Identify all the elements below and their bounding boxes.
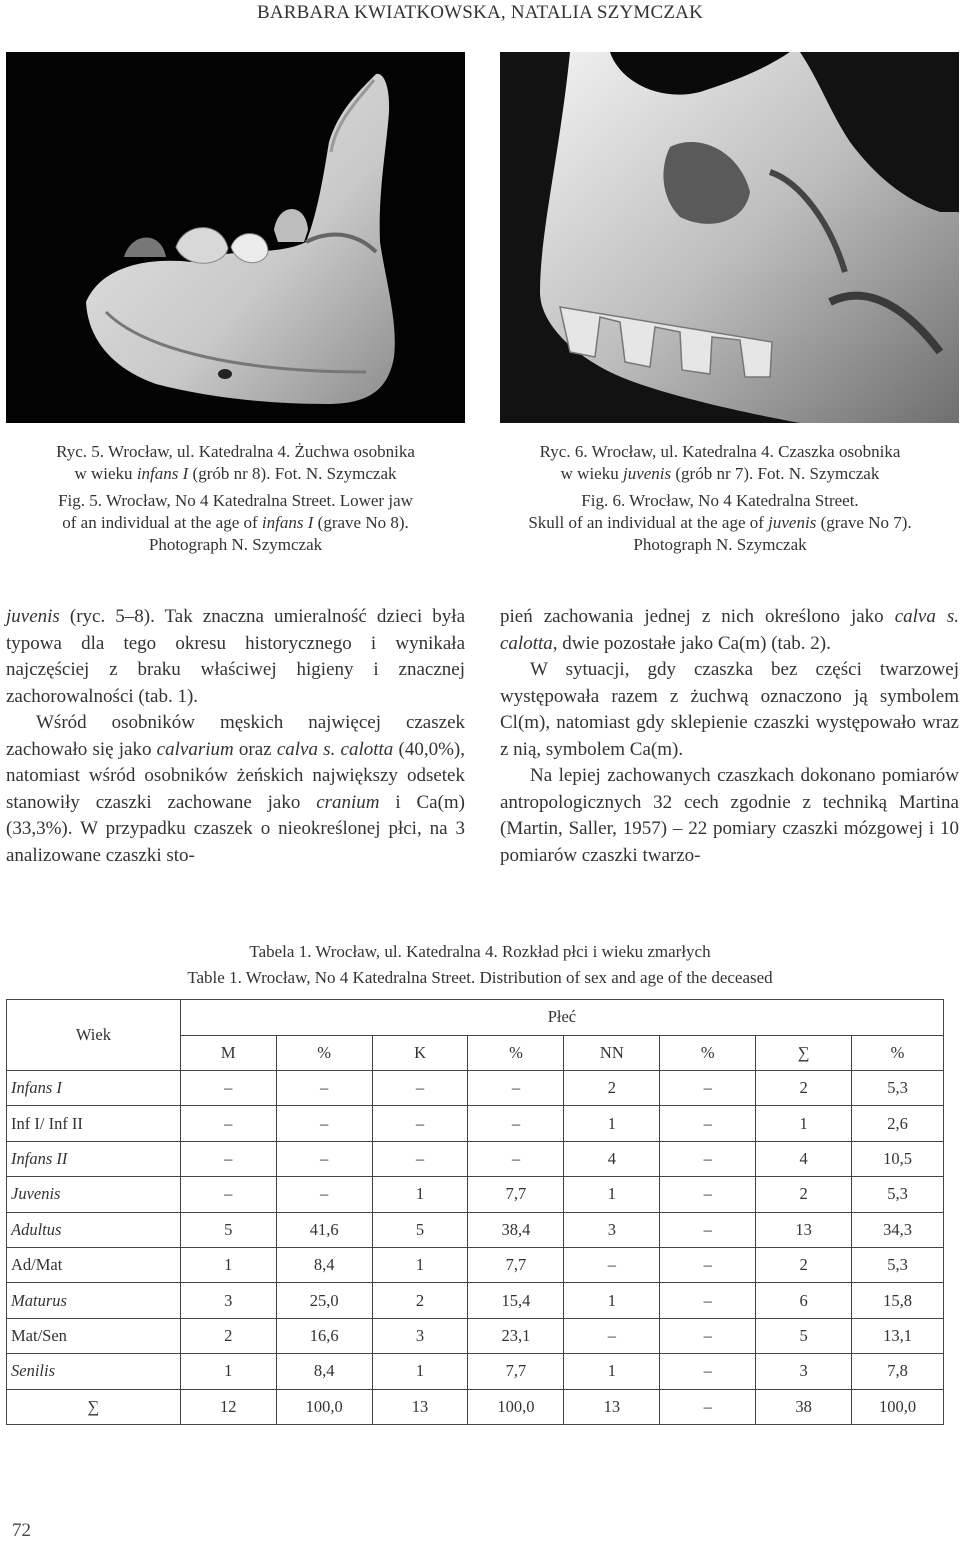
figure-mandible-caption: [6, 441, 465, 556]
caption-en-line3: Photograph N. Szymczak: [633, 535, 807, 554]
row-label: Adultus: [7, 1212, 181, 1247]
paragraph-2: Wśród osobników męskich najwięcej czaszek zachowało się jako calvarium oraz calva s. calotta (40,0%), natomiast wśród osobników żeńskich największy odsetek stanowiły czaszki zachowane jako cranium i Ca(m) (33,3%). W przypadku czaszek o nieokreślonej płci, na 3 analizowane czaszki sto-: [6, 712, 466, 866]
column-header: M: [180, 1035, 276, 1071]
table-row: [7, 1247, 944, 1282]
caption-pl-line1: Ryc. 6. Wrocław, ul. Katedralna 4. Czaszka osobnika: [539, 442, 901, 461]
table-cell: 1: [564, 1283, 660, 1318]
table-cell: 3: [756, 1354, 852, 1389]
row-label: Inf I/ Inf II: [7, 1106, 181, 1141]
table-cell: 1: [180, 1354, 276, 1389]
table-cell: 13,1: [852, 1318, 944, 1353]
table-row: [7, 1106, 944, 1141]
table-cell: –: [660, 1247, 756, 1282]
table-cell: 1: [756, 1106, 852, 1141]
paragraph-3: Na lepiej zachowanych czaszkach dokonano pomiarów antropologicznych 32 cech zgodnie z techniką Martina (Martin, Saller, 1957) – 22 pomiary czaszki mózgowej i 10 pomiarów czaszki twarzo-: [500, 765, 959, 866]
table-cell: 38,4: [468, 1212, 564, 1247]
row-label: Juvenis: [7, 1177, 181, 1212]
table-cell: 16,6: [276, 1318, 372, 1353]
table-cell: 1: [372, 1354, 468, 1389]
table-cell: –: [180, 1177, 276, 1212]
table-row: [7, 1354, 944, 1389]
table-caption-en: Table 1. Wrocław, No 4 Katedralna Street. Distribution of sex and age of the deceased: [187, 968, 773, 987]
column-header: %: [660, 1035, 756, 1071]
table-cell: 13: [756, 1212, 852, 1247]
table-cell: –: [468, 1106, 564, 1141]
table-row: [7, 1141, 944, 1176]
row-label: Ad/Mat: [7, 1247, 181, 1282]
caption-en-line2: of an individual at the age of infans I (grave No 8).: [62, 513, 409, 532]
table-cell: 3: [372, 1318, 468, 1353]
column-header: K: [372, 1035, 468, 1071]
table-cell: –: [660, 1318, 756, 1353]
caption-en-line1: Fig. 5. Wrocław, No 4 Katedralna Street. Lower jaw: [58, 491, 413, 510]
table-cell: –: [660, 1177, 756, 1212]
table-cell: 8,4: [276, 1247, 372, 1282]
table-cell: 4: [564, 1141, 660, 1176]
paragraph-2: W sytuacji, gdy czaszka bez części twarzowej występowała razem z żuchwą oznaczono ją symbolem Cl(m), natomiast gdy sklepienie czaszki występowało wraz z nią, symbolem Ca(m).: [500, 659, 959, 760]
table-row: [7, 1212, 944, 1247]
table-cell: –: [660, 1071, 756, 1106]
table-cell: –: [564, 1318, 660, 1353]
row-label: Senilis: [7, 1354, 181, 1389]
table-cell: 41,6: [276, 1212, 372, 1247]
table-cell: –: [372, 1106, 468, 1141]
table-cell: –: [276, 1177, 372, 1212]
table-row: [7, 1318, 944, 1353]
table-row: [7, 1283, 944, 1318]
column-header: NN: [564, 1035, 660, 1071]
table-row: [7, 1071, 944, 1106]
paragraph-1: pień zachowania jednej z nich określono jako calva s. calotta, dwie pozostałe jako Ca(m) (tab. 2).: [500, 606, 959, 654]
header-plec: Płeć: [180, 1000, 943, 1036]
table-cell: –: [564, 1247, 660, 1282]
table-cell: –: [180, 1141, 276, 1176]
skull-illustration: [500, 52, 959, 423]
row-label: Maturus: [7, 1283, 181, 1318]
table-cell: 2: [372, 1283, 468, 1318]
column-header: ∑: [756, 1035, 852, 1071]
table-cell: –: [660, 1212, 756, 1247]
mandible-illustration: [6, 52, 465, 423]
table-cell: 1: [564, 1177, 660, 1212]
table-cell: 8,4: [276, 1354, 372, 1389]
header-wiek: Wiek: [7, 1000, 181, 1071]
table-cell: –: [276, 1141, 372, 1176]
table-cell: 7,7: [468, 1354, 564, 1389]
table-cell: –: [660, 1283, 756, 1318]
table-cell: 13: [564, 1389, 660, 1424]
table-cell: 5,3: [852, 1247, 944, 1282]
table-caption-pl: Tabela 1. Wrocław, ul. Katedralna 4. Rozkład płci i wieku zmarłych: [249, 942, 711, 961]
column-header: %: [276, 1035, 372, 1071]
running-header: BARBARA KWIATKOWSKA, NATALIA SZYMCZAK: [256, 2, 704, 23]
table-cell: 1: [372, 1177, 468, 1212]
table-row: [7, 1177, 944, 1212]
table-cell: 1: [564, 1354, 660, 1389]
table-cell: 100,0: [852, 1389, 944, 1424]
table-cell: 5,3: [852, 1071, 944, 1106]
table-caption: [0, 939, 960, 991]
body-column-right: [500, 604, 959, 869]
table-cell: 25,0: [276, 1283, 372, 1318]
table-cell: –: [660, 1141, 756, 1176]
table-cell: 100,0: [468, 1389, 564, 1424]
row-label: Infans I: [7, 1071, 181, 1106]
table-cell: –: [180, 1071, 276, 1106]
row-label: ∑: [7, 1389, 181, 1424]
table-cell: –: [372, 1071, 468, 1106]
table-cell: –: [276, 1071, 372, 1106]
figure-skull-photo: [500, 52, 959, 423]
table-cell: 2,6: [852, 1106, 944, 1141]
table-cell: 3: [180, 1283, 276, 1318]
caption-pl-line2: w wieku infans I (grób nr 8). Fot. N. Szymczak: [74, 464, 397, 483]
table-cell: 13: [372, 1389, 468, 1424]
table-cell: 2: [180, 1318, 276, 1353]
table-cell: 7,7: [468, 1177, 564, 1212]
table-cell: –: [276, 1106, 372, 1141]
table-header-row-1: [7, 1000, 944, 1036]
table-cell: 2: [756, 1177, 852, 1212]
figure-skull-caption: [480, 441, 960, 556]
table-cell: 2: [564, 1071, 660, 1106]
caption-pl-line1: Ryc. 5. Wrocław, ul. Katedralna 4. Żuchwa osobnika: [56, 442, 415, 461]
caption-en-line2: Skull of an individual at the age of juvenis (grave No 7).: [528, 513, 912, 532]
table-cell: 15,8: [852, 1283, 944, 1318]
table-cell: 1: [180, 1247, 276, 1282]
table-cell: 34,3: [852, 1212, 944, 1247]
paragraph-1: juvenis (ryc. 5–8). Tak znaczna umieralność dzieci była typowa dla tego okresu historycznego i wynikała najczęściej z braku właściwej higieny i znacznej zachorowalności (tab. 1).: [6, 606, 465, 707]
caption-pl-line2: w wieku juvenis (grób nr 7). Fot. N. Szymczak: [560, 464, 880, 483]
table-cell: 38: [756, 1389, 852, 1424]
table-cell: 5: [756, 1318, 852, 1353]
table-cell: 15,4: [468, 1283, 564, 1318]
caption-en-line1: Fig. 6. Wrocław, No 4 Katedralna Street.: [581, 491, 859, 510]
table-cell: 4: [756, 1141, 852, 1176]
row-label: Infans II: [7, 1141, 181, 1176]
table-cell: 6: [756, 1283, 852, 1318]
table-cell: 1: [372, 1247, 468, 1282]
table-row: [7, 1389, 944, 1424]
table-cell: 5,3: [852, 1177, 944, 1212]
table-cell: 7,8: [852, 1354, 944, 1389]
table-cell: 5: [372, 1212, 468, 1247]
table-cell: 10,5: [852, 1141, 944, 1176]
table-cell: 2: [756, 1071, 852, 1106]
table-cell: –: [468, 1141, 564, 1176]
table-cell: 1: [564, 1106, 660, 1141]
table-cell: 23,1: [468, 1318, 564, 1353]
table-cell: 5: [180, 1212, 276, 1247]
table-cell: –: [372, 1141, 468, 1176]
table-cell: 3: [564, 1212, 660, 1247]
table-cell: 7,7: [468, 1247, 564, 1282]
page-number: 72: [12, 1520, 31, 1541]
caption-en-line3: Photograph N. Szymczak: [148, 535, 323, 554]
column-header: %: [468, 1035, 564, 1071]
table-cell: 2: [756, 1247, 852, 1282]
table-cell: –: [660, 1354, 756, 1389]
table-cell: 12: [180, 1389, 276, 1424]
table-cell: –: [180, 1106, 276, 1141]
table-cell: –: [660, 1389, 756, 1424]
body-column-left: [6, 604, 465, 869]
table-cell: –: [468, 1071, 564, 1106]
figure-mandible-photo: [6, 52, 465, 423]
table-cell: –: [660, 1106, 756, 1141]
column-header: %: [852, 1035, 944, 1071]
data-table: [6, 999, 944, 1425]
table-cell: 100,0: [276, 1389, 372, 1424]
row-label: Mat/Sen: [7, 1318, 181, 1353]
